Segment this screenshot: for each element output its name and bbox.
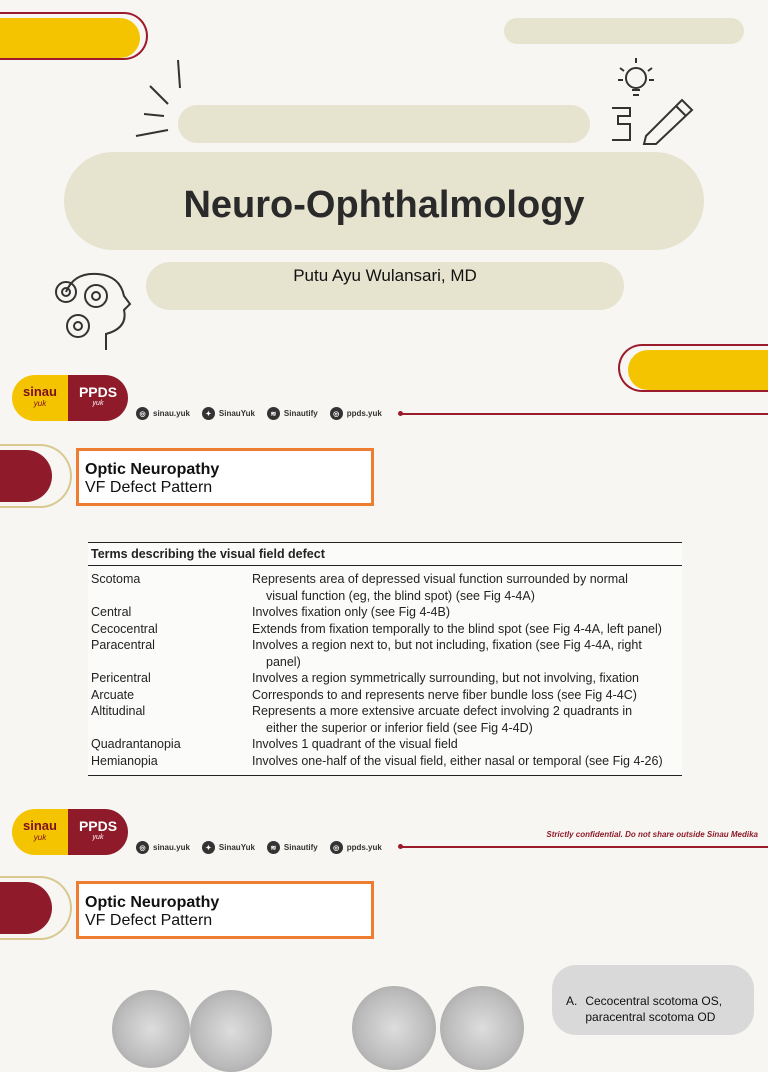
instagram-icon: ◎ <box>136 407 149 420</box>
table-row <box>88 736 682 753</box>
brand-sinau: sinau <box>23 818 57 833</box>
social-twitter[interactable] <box>202 841 255 854</box>
brand-yuk: yuk <box>33 833 47 842</box>
definition-continuation: either the superior or inferior field (see Fig 4-4D) <box>266 720 533 735</box>
social-label: Sinautify <box>283 409 318 418</box>
section-heading-box <box>76 881 374 939</box>
lightbulb-pencil-icon <box>606 56 702 146</box>
head-gears-icon <box>44 270 134 354</box>
term-cell: Scotoma <box>91 572 141 586</box>
right-accent-outline <box>618 344 768 392</box>
definition-cell <box>244 703 682 736</box>
brand-logo <box>12 375 128 421</box>
social-instagram-sinau[interactable] <box>136 407 190 420</box>
brand-sinau: sinau <box>23 384 57 399</box>
definition-text: Involves a region symmetrically surrounding, but not involving, fixation <box>252 671 639 685</box>
visual-field-plot-1 <box>112 990 190 1068</box>
brand-ppds-yuk: yuk <box>92 400 104 407</box>
twitter-icon: ✦ <box>202 841 215 854</box>
divider-line <box>402 846 768 848</box>
legend-item <box>566 993 754 1025</box>
table-row <box>88 703 682 736</box>
confidential-notice: Strictly confidential. Do not share outside Sinau Medika <box>546 830 758 839</box>
definition-text: Involves 1 quadrant of the visual field <box>252 737 458 751</box>
vf-defect-table <box>88 542 682 776</box>
term-cell: Cecocentral <box>91 621 158 636</box>
social-label: ppds.yuk <box>346 409 382 418</box>
definition-cell <box>244 637 682 670</box>
instagram-icon: ◎ <box>330 407 343 420</box>
social-spotify[interactable] <box>267 841 318 854</box>
figure-legend <box>552 965 754 1035</box>
definition-text: Represents a more extensive arcuate defect involving 2 quadrants in <box>252 704 633 718</box>
social-label: ppds.yuk <box>346 843 382 852</box>
legend-letter: A. <box>566 994 578 1008</box>
social-label: sinau.yuk <box>153 409 190 418</box>
visual-field-plot-3 <box>352 986 436 1070</box>
table-row <box>88 604 682 621</box>
term-cell: Paracentral <box>91 638 155 652</box>
definition-cell <box>244 687 682 704</box>
author-name: Putu Ayu Wulansari, MD <box>293 266 477 285</box>
definition-text: Involves one-half of the visual field, either nasal or temporal (see Fig 4-26) <box>252 753 663 768</box>
term-cell: Pericentral <box>91 671 151 685</box>
definition-text: Extends from fixation temporally to the blind spot (see Fig 4-4A, left panel) <box>252 621 662 636</box>
definition-continuation: visual function (eg, the blind spot) (see Fig 4-4A) <box>266 588 535 603</box>
term-cell: Quadrantanopia <box>91 737 181 751</box>
social-label: Sinautify <box>283 843 318 852</box>
definition-cell <box>244 621 682 638</box>
top-right-pill <box>504 18 744 44</box>
legend-text <box>585 993 722 1025</box>
section-subheading: VF Defect Pattern <box>85 912 213 929</box>
definition-cell <box>244 753 682 770</box>
section-heading: Optic Neuropathy <box>85 461 220 478</box>
top-left-accent-outline <box>0 12 148 60</box>
section-tab <box>0 450 52 502</box>
social-label: SinauYuk <box>218 409 255 418</box>
social-links <box>136 407 382 420</box>
social-instagram-ppds[interactable] <box>330 407 382 420</box>
table-title: Terms describing the visual field defect <box>88 542 682 566</box>
page-title: Neuro-Ophthalmology <box>183 184 585 226</box>
table-bottom-rule <box>88 769 682 776</box>
definition-text: Represents area of depressed visual function surrounded by normal <box>252 572 628 586</box>
social-instagram-ppds[interactable] <box>330 841 382 854</box>
section-tab <box>0 882 52 934</box>
instagram-icon: ◎ <box>330 841 343 854</box>
social-label: sinau.yuk <box>153 843 190 852</box>
term-cell: Central <box>91 605 132 619</box>
spotify-icon: ≋ <box>267 407 280 420</box>
brand-logo <box>12 809 128 855</box>
table-row <box>88 571 682 604</box>
section-heading: Optic Neuropathy <box>85 894 220 911</box>
divider-dot <box>398 411 403 416</box>
legend-line-2: paracentral scotoma OD <box>585 1010 716 1024</box>
twitter-icon: ✦ <box>202 407 215 420</box>
divider-dot <box>398 844 403 849</box>
table-row <box>88 637 682 670</box>
brand-ppds-yuk: yuk <box>92 834 104 841</box>
brand-yuk: yuk <box>33 399 47 408</box>
term-cell: Arcuate <box>91 687 135 702</box>
table-row <box>88 753 682 770</box>
legend-line-1: Cecocentral scotoma OS, <box>585 994 723 1008</box>
term-cell: Altitudinal <box>91 704 146 718</box>
definition-text: Involves fixation only (see Fig 4-4B) <box>252 605 451 619</box>
instagram-icon: ◎ <box>136 841 149 854</box>
definition-cell <box>244 736 682 753</box>
brand-ppds: PPDS <box>78 818 118 834</box>
definition-cell <box>244 670 682 687</box>
spotify-icon: ≋ <box>267 841 280 854</box>
definition-cell <box>244 571 682 604</box>
brand-ppds: PPDS <box>78 384 118 400</box>
divider-line <box>402 413 768 415</box>
table-row <box>88 621 682 638</box>
table-body <box>88 571 682 769</box>
social-twitter[interactable] <box>202 407 255 420</box>
social-label: SinauYuk <box>218 843 255 852</box>
definition-cell <box>244 604 682 621</box>
visual-field-plot-4 <box>440 986 524 1070</box>
definition-continuation: panel) <box>266 654 301 669</box>
social-links <box>136 841 382 854</box>
term-cell: Hemianopia <box>91 753 158 768</box>
social-instagram-sinau[interactable] <box>136 841 190 854</box>
table-row <box>88 687 682 704</box>
visual-field-plot-2 <box>190 990 272 1072</box>
upper-tan-pill <box>178 105 590 143</box>
social-spotify[interactable] <box>267 407 318 420</box>
section-heading-box <box>76 448 374 506</box>
section-subheading: VF Defect Pattern <box>85 479 213 496</box>
table-row <box>88 670 682 687</box>
definition-text: Corresponds to and represents nerve fiber bundle loss (see Fig 4-4C) <box>252 687 637 702</box>
definition-text: Involves a region next to, but not including, fixation (see Fig 4-4A, right <box>252 638 642 652</box>
